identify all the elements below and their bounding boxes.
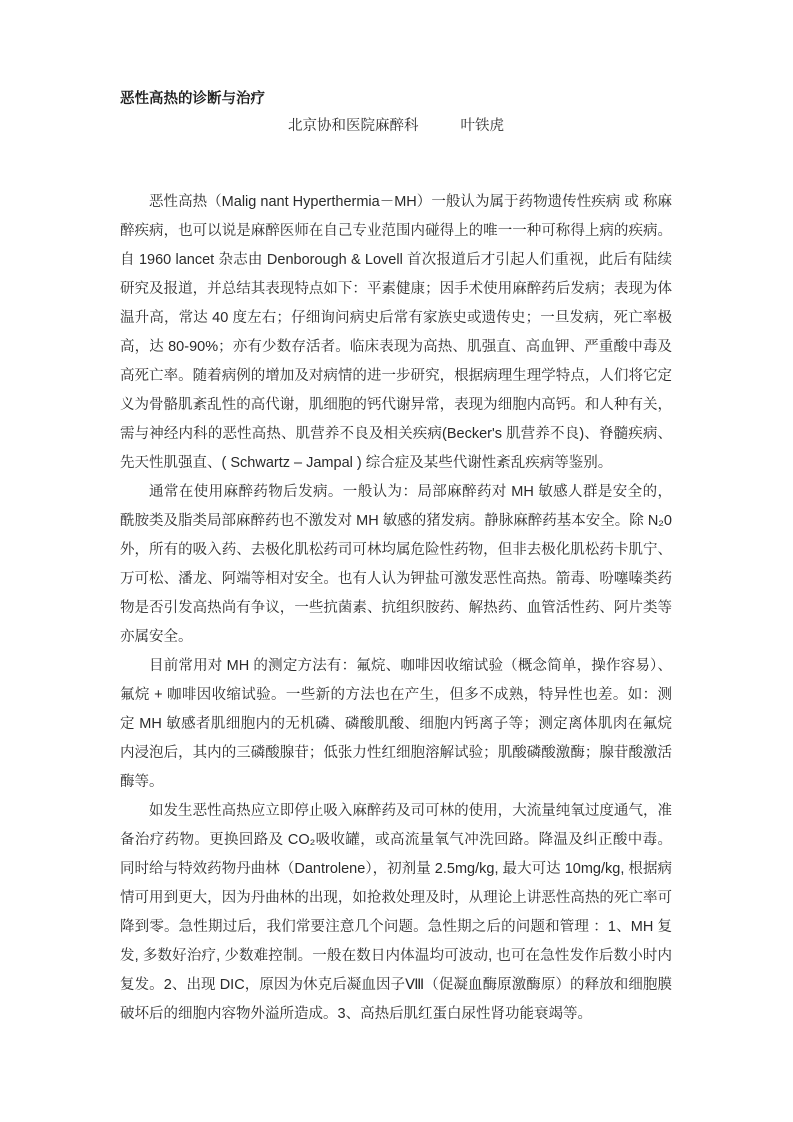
paragraph-testing-methods: 目前常用对 MH 的测定方法有：氟烷、咖啡因收缩试验（概念简单，操作容易）、氟烷 + 咖啡因收缩试验。一些新的方法也在产生，但多不成熟，特异性也差。如：测定 MH 敏感者肌细胞内的无机磷、磷酸肌酸、细胞内钙离子等；测定离体肌肉在氟烷内浸泡后，其内的三磷酸腺苷；低张力性红细胞溶解试验；肌酸磷酸激酶；腺苷酸激活酶等。 (120, 658, 672, 790)
paragraph-drug-safety: 通常在使用麻醉药物后发病。一般认为：局部麻醉药对 MH 敏感人群是安全的，酰胺类及脂类局部麻醉药也不激发对 MH 敏感的猪发病。静脉麻醉药基本安全。除 N₂0 外，所有的吸入药、去极化肌松药司可林均属危险性药物，但非去极化肌松药卡肌宁、万可松、潘龙、阿端等相对安全。也有人认为钾盐可激发恶性高热。箭毒、吩噻嗪类药物是否引发高热尚有争议，一些抗菌素、抗组织胺药、解热药、血管活性药、阿片类等亦属安全。 (120, 484, 672, 645)
document-byline (120, 117, 672, 136)
byline-author: 叶铁虎 (460, 118, 505, 134)
document-title: 恶性高热的诊断与治疗 (120, 91, 265, 107)
paragraph-treatment: 如发生恶性高热应立即停止吸入麻醉药及司可林的使用，大流量纯氧过度通气，准备治疗药物。更换回路及 CO₂吸收罐，或高流量氧气冲洗回路。降温及纠正酸中毒。同时给与特效药物丹曲林（Dantrolene），初剂量 2.5mg/kg, 最大可达 10mg/kg, 根据病情可用到更大，因为丹曲林的出现，如抢救处理及时，从理论上讲恶性高热的死亡率可降到零。急性期过后，我们常要注意几个问题。急性期之后的问题和管理 ：1、MH 复发, 多数好治疗, 少数难控制。一般在数日内体温均可波动, 也可在急性发作后数小时内复发。2、出现 DIC，原因为休克后凝血因子Ⅷ（促凝血酶原激酶原）的释放和细胞膜破坏后的细胞内容物外溢所造成。3、高热后肌红蛋白尿性肾功能衰竭等。 (120, 803, 672, 1022)
paragraph-overview: 恶性高热（Malig nant Hyperthermia－MH）一般认为属于药物遗传性疾病 或 称麻醉疾病，也可以说是麻醉医师在自己专业范围内碰得上的唯一一种可称得上病的疾病。自 1960 lancet 杂志由 Denborough & Lovell 首次报道后才引起人们重视，此后有陆续研究及报道，并总结其表现特点如下：平素健康；因手术使用麻醉药后发病；表现为体温升高，常达 40 度左右；仔细询问病史后常有家族史或遗传史；一旦发病，死亡率极高，达 80-90%；亦有少数存活者。临床表现为高热、肌强直、高血钾、严重酸中毒及高死亡率。随着病例的增加及对病情的进一步研究，根据病理生理学特点，人们将它定义为骨骼肌紊乱性的高代谢，肌细胞的钙代谢异常，表现为细胞内高钙。和人种有关，需与神经内科的恶性高热、肌营养不良及相关疾病(Becker's 肌营养不良)、脊髓疾病、先天性肌强直、( Schwartz – Jampal ) 综合症及某些代谢性紊乱疾病等鉴别。 (120, 194, 672, 471)
byline-affiliation: 北京协和医院麻醉科 (287, 118, 419, 134)
document-body (120, 188, 672, 1029)
